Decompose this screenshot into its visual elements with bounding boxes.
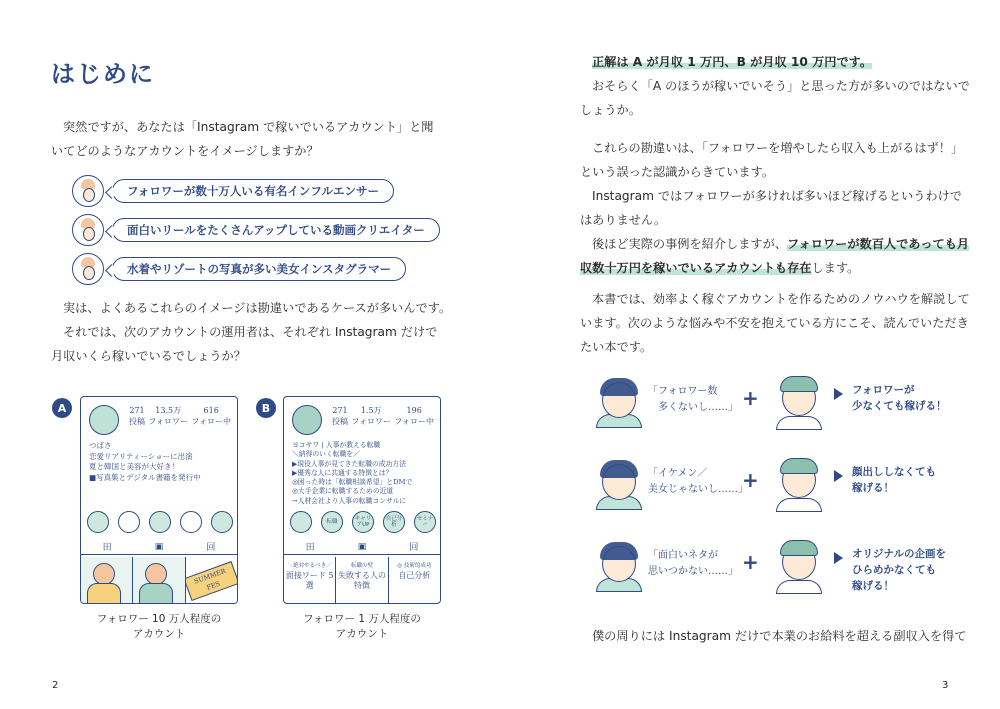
stat-posts: 271 投稿 [332,406,348,426]
body-line: 実は、よくあるこれらのイメージは勘違いであるケースが多いんです。 [63,301,452,315]
tagged-tab-icon: 回 [409,543,419,553]
account-b-badge: B [256,398,276,418]
post-thumbnail [81,557,133,604]
profile-stats [129,405,231,427]
profile-stats [332,405,434,427]
highlight-circle: 自己分析 [383,511,405,533]
para-line: Instagram ではフォロワーが多ければ多いほど稼げるというわけで [592,189,962,203]
plus-sign: + [742,386,759,410]
closing-paragraph [580,624,966,648]
para-line: 収数十万円を稼いでいるアカウントも存在します。 [580,261,860,275]
post-thumbnail: 転職の壁 失敗する人の特徴 [336,557,388,604]
highlight-circle: キャリアUP [352,511,374,533]
arrow-right-icon [834,388,843,400]
story-highlights [290,511,436,533]
stat-following: 616 フォロー中 [191,406,231,426]
stat-posts: 271 投稿 [129,406,145,426]
body-paragraph [51,296,451,368]
speech-bubble: 面白いリールをたくさんアップしている動画クリエイター [112,218,440,242]
confident-person-icon [774,374,824,430]
para-line: これらの勘違いは、「フォロワーを増やしたら収入も上がるはず！」 [592,141,964,155]
solution-text: 顔出ししなくても 稼げる！ [852,466,936,494]
grid-tab-icon: 田 [102,543,112,553]
plus-sign: + [742,550,759,574]
account-a-caption: フォロワー 10 万人程度の アカウント [96,613,222,640]
body-line: 月収いくら稼いでいるでしょうか？ [51,349,246,363]
confident-person-icon [774,456,824,512]
worry-row [596,374,956,434]
account-b-phone [283,396,441,604]
profile-tabs [81,539,237,555]
worry-text: 「フォロワー数 多くないし……」 [648,386,738,413]
solution-text: オリジナルの企画を ひらめかなくても 稼げる！ [852,548,946,592]
story-highlights [87,511,233,533]
para-line: しょうか。 [580,103,641,117]
highlight-circle: 転職 [321,511,343,533]
worried-person-icon [596,540,640,590]
para-line: 後ほど実際の事例を紹介しますが、フォロワーが数百人であっても月 [592,237,970,251]
profile-avatar [89,405,119,435]
highlight-circle: セミナー [414,511,436,533]
profile-bio: ヨコサワ | 人事が教える転職 ＼納得のいく転職を／ ▶現役人事が見てきた転職の成功方法 ▶優秀な人に共通する特徴とは？ ◎困った時は「転職相談希望」とDMで ◎大手企業に転職するための近道 →人材会社より人事の転職コンサルに [292,441,413,505]
answer-paragraph [580,50,970,122]
page-number: 3 [942,680,949,691]
post-grid [284,557,440,604]
worry-row [596,456,956,516]
page-title: はじめに [51,60,155,88]
speech-bubble: フォロワーが数十万人いる有名インフルエンサー [112,179,394,203]
para-line: たい本です。 [580,340,653,354]
highlight-circle [149,511,171,533]
intro-line: 突然ですが、あなたは「Instagram で稼いでいるアカウント」と聞 [63,120,434,134]
right-page [500,0,1000,709]
para-line: 本書では、効率よく稼ぐアカウントを作るためのノウハウを解説して [592,292,970,306]
worried-person-icon [596,376,640,426]
arrow-right-icon [834,470,843,482]
post-thumbnail: ◎ 技術的成功 自己分析 [397,563,432,580]
post-thumbnail [133,557,185,604]
solution-text: フォロワーが 少なくても稼げる！ [852,384,947,412]
instagrammer-avatar-icon [72,253,104,285]
answer-line: 正解は A が月収 1 万円、B が月収 10 万円です。 [592,55,873,69]
highlight-circle [290,511,312,533]
para-line: はありません。 [580,213,667,227]
post-thumbnail: SUMMER FES [186,557,237,604]
grid-tab-icon: 田 [305,543,315,553]
book-intro-paragraph [580,287,970,359]
para-line: おそらく「A のほうが稼いでいそう」と思った方が多いのではないで [592,79,970,93]
intro-line: いてどのようなアカウントをイメージしますか？ [51,144,319,158]
reels-tab-icon: ▣ [154,541,164,552]
post-grid [81,557,237,604]
bubble-row [72,214,440,246]
bubble-row [72,175,394,207]
worry-row [596,538,956,598]
page-number: 2 [52,680,59,691]
para-line: という誤った認識からきています。 [580,165,775,179]
post-thumbnail: ＼絶対やるべき／ 面接ワード 5選 [284,557,336,604]
reels-tab-icon: ▣ [357,541,367,552]
bubble-row [72,253,406,285]
worried-person-icon [596,458,640,508]
highlight-circle [87,511,109,533]
stat-followers: 1.5万 フォロワー [351,406,391,426]
account-b-caption: フォロワー 1 万人程度の アカウント [303,613,421,640]
worry-text: 「面白いネタが 思いつかない……」 [648,550,738,577]
para-line: 僕の周りには Instagram だけで本業のお給料を超える副収入を得て [592,629,967,643]
highlight-circle [180,511,202,533]
account-a-phone [80,396,238,604]
account-a-badge: A [52,398,72,418]
profile-tabs [284,539,440,555]
stat-followers: 13.5万 フォロワー [148,406,188,426]
worry-text: 「イケメン／ 美女じゃないし……」 [648,468,748,495]
influencer-avatar-icon [72,175,104,207]
arrow-right-icon [834,552,843,564]
speech-bubble: 水着やリゾートの写真が多い美女インスタグラマー [112,257,406,281]
highlight-circle [118,511,140,533]
highlight-circle [211,511,233,533]
stat-following: 196 フォロー中 [394,406,434,426]
confident-person-icon [774,538,824,594]
body-line: それでは、次のアカウントの運用者は、それぞれ Instagram だけで [63,325,438,339]
creator-avatar-icon [72,214,104,246]
para-line: います。次のような悩みや不安を抱えている方にこそ、読んでいただき [580,316,969,330]
tagged-tab-icon: 回 [206,543,216,553]
plus-sign: + [742,468,759,492]
misconception-paragraph [580,136,969,280]
profile-bio: つばさ 恋愛リアリティーショーに出演 夏と韓国と美容が大好き！ ■写真集とデジタル書籍を発行中 [89,441,201,482]
profile-avatar [292,405,322,435]
intro-paragraph [51,115,433,163]
